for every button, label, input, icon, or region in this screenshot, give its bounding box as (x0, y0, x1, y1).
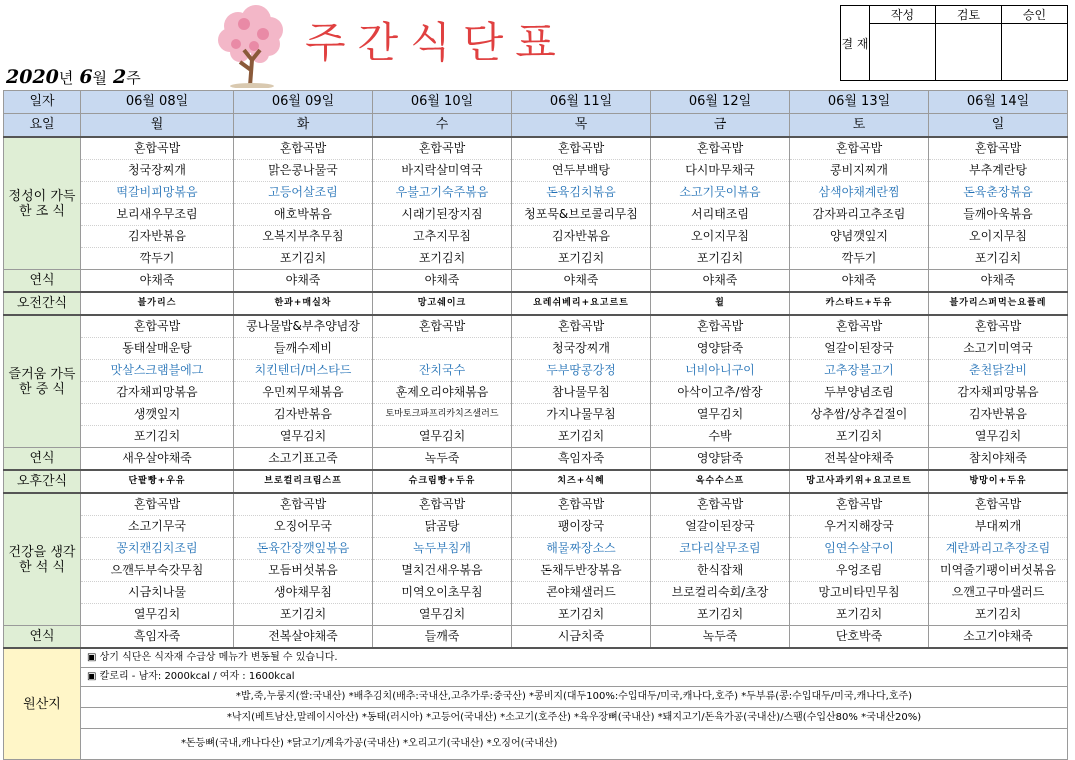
breakfast-dish: 깍두기 (81, 248, 234, 270)
soft-meal-cell: 소고기표고죽 (234, 448, 373, 471)
soft-meal-cell: 야채죽 (929, 270, 1068, 293)
snack-cell: 치즈+식혜 (512, 470, 651, 493)
lunch-dish: 혼합곡밥 (929, 315, 1068, 338)
week-number-suffix: 주 (126, 69, 141, 87)
date-cell: 06월 11일 (512, 91, 651, 114)
approval-sign-review[interactable] (936, 24, 1002, 81)
lunch-dish: 영양닭죽 (651, 338, 790, 360)
table-row (4, 292, 1068, 315)
dinner-dish: 계란꽈리고추장조림 (929, 538, 1068, 560)
table-row (4, 315, 1068, 338)
origin-note: ▣ 상기 식단은 식자재 수급상 메뉴가 변동될 수 있습니다. (81, 648, 1068, 668)
approval-col-review: 검토 (936, 6, 1002, 24)
lunch-dish: 김자반볶음 (234, 404, 373, 426)
lunch-dish: 열무김치 (929, 426, 1068, 448)
table-row (4, 248, 1068, 270)
lunch-dish: 토마토크파프리카치즈샐러드 (373, 404, 512, 426)
breakfast-dish: 연두부백탕 (512, 160, 651, 182)
lunch-dish: 소고기미역국 (929, 338, 1068, 360)
label-dinner: 건강을 생각한 석 식 (4, 493, 81, 626)
snack-cell: 블가리스 (81, 292, 234, 315)
table-row (4, 160, 1068, 182)
lunch-dish: 감자채피망볶음 (81, 382, 234, 404)
breakfast-dish: 고추지무침 (373, 226, 512, 248)
lunch-dish: 우민찌무채볶음 (234, 382, 373, 404)
table-row (4, 91, 1068, 114)
snack-cell: 망고사과키위+요고르트 (790, 470, 929, 493)
dinner-dish: 한식잡채 (651, 560, 790, 582)
lunch-dish (373, 338, 512, 360)
breakfast-dish: 시래기된장지짐 (373, 204, 512, 226)
lunch-dish: 혼합곡밥 (651, 315, 790, 338)
dinner-dish: 열무김치 (81, 604, 234, 626)
table-row (4, 226, 1068, 248)
breakfast-dish: 돈육춘장볶음 (929, 182, 1068, 204)
dinner-dish: 미역오이초무침 (373, 582, 512, 604)
approval-sign-approve[interactable] (1002, 24, 1068, 81)
soft-meal-cell: 야채죽 (234, 270, 373, 293)
table-row (4, 604, 1068, 626)
table-row (4, 182, 1068, 204)
soft-meal-cell: 흑임자죽 (512, 448, 651, 471)
soft-meal-cell: 새우살야채죽 (81, 448, 234, 471)
breakfast-dish: 깍두기 (790, 248, 929, 270)
lunch-dish: 포기김치 (790, 426, 929, 448)
dinner-dish: 팽이장국 (512, 516, 651, 538)
approval-label: 결 재 (841, 6, 870, 81)
breakfast-dish: 김자반볶음 (512, 226, 651, 248)
breakfast-dish: 맑은콩나물국 (234, 160, 373, 182)
breakfast-dish: 포기김치 (512, 248, 651, 270)
table-row (4, 668, 1068, 687)
lunch-dish: 참나물무침 (512, 382, 651, 404)
breakfast-dish: 서리태조림 (651, 204, 790, 226)
dinner-dish: 코다리살무조림 (651, 538, 790, 560)
origin-note: ▣ 칼로리 - 남자: 2000kcal / 여자 : 1600kcal (81, 668, 1068, 687)
lunch-dish: 포기김치 (512, 426, 651, 448)
dinner-dish: 소고기무국 (81, 516, 234, 538)
dinner-dish: 혼합곡밥 (929, 493, 1068, 516)
breakfast-dish: 혼합곡밥 (651, 137, 790, 160)
dinner-dish: 돈채두반장볶음 (512, 560, 651, 582)
breakfast-dish: 양념깻잎지 (790, 226, 929, 248)
table-row (4, 729, 1068, 760)
dinner-dish: 포기김치 (234, 604, 373, 626)
lunch-dish: 생깻잎지 (81, 404, 234, 426)
breakfast-dish: 혼합곡밥 (929, 137, 1068, 160)
table-row (4, 626, 1068, 649)
table-row (4, 426, 1068, 448)
label-date: 일자 (4, 91, 81, 114)
dinner-dish: 혼합곡밥 (790, 493, 929, 516)
lunch-dish: 열무김치 (234, 426, 373, 448)
lunch-dish: 들깨수제비 (234, 338, 373, 360)
breakfast-dish: 애호박볶음 (234, 204, 373, 226)
breakfast-dish: 부추계란탕 (929, 160, 1068, 182)
dinner-dish: 돈육간장깻잎볶음 (234, 538, 373, 560)
date-cell: 06월 08일 (81, 91, 234, 114)
day-cell: 수 (373, 114, 512, 138)
table-row (4, 204, 1068, 226)
day-cell: 화 (234, 114, 373, 138)
table-row (4, 560, 1068, 582)
week-month-suffix: 월 (92, 69, 108, 87)
label-lunch: 즐거움 가득한 중 식 (4, 315, 81, 448)
table-row (4, 687, 1068, 708)
date-cell: 06월 13일 (790, 91, 929, 114)
dinner-dish: 오징어무국 (234, 516, 373, 538)
breakfast-dish: 포기김치 (373, 248, 512, 270)
dinner-dish: 모듬버섯볶음 (234, 560, 373, 582)
week-number: 2 (112, 66, 127, 88)
dinner-dish: 꽁치캔김치조림 (81, 538, 234, 560)
lunch-dish: 혼합곡밥 (512, 315, 651, 338)
breakfast-dish: 포기김치 (929, 248, 1068, 270)
table-row (4, 114, 1068, 138)
breakfast-dish: 혼합곡밥 (512, 137, 651, 160)
lunch-dish: 청국장찌개 (512, 338, 651, 360)
table-row (4, 708, 1068, 729)
dinner-dish: 녹두부침개 (373, 538, 512, 560)
soft-meal-cell: 녹두죽 (651, 626, 790, 649)
table-row (4, 382, 1068, 404)
date-cell: 06월 14일 (929, 91, 1068, 114)
breakfast-dish: 떡갈비피망볶음 (81, 182, 234, 204)
table-row (4, 270, 1068, 293)
dinner-dish: 열무김치 (373, 604, 512, 626)
dinner-dish: 생야채무침 (234, 582, 373, 604)
lunch-dish: 열무김치 (651, 404, 790, 426)
dinner-dish: 포기김치 (790, 604, 929, 626)
breakfast-dish: 콩비지찌개 (790, 160, 929, 182)
approval-col-approve: 승인 (1002, 6, 1068, 24)
breakfast-dish: 오이지무침 (929, 226, 1068, 248)
dinner-dish: 혼합곡밥 (81, 493, 234, 516)
lunch-dish: 혼합곡밥 (790, 315, 929, 338)
dinner-dish: 브로컬리숙회/초장 (651, 582, 790, 604)
label-soft-lunch: 연식 (4, 448, 81, 471)
soft-meal-cell: 야채죽 (512, 270, 651, 293)
table-row (4, 493, 1068, 516)
snack-cell: 망고쉐이크 (373, 292, 512, 315)
breakfast-dish: 혼합곡밥 (81, 137, 234, 160)
breakfast-dish: 감자꽈리고추조림 (790, 204, 929, 226)
week-year-suffix: 년 (58, 69, 74, 87)
dinner-dish: 해물짜장소스 (512, 538, 651, 560)
breakfast-dish: 오복지부추무침 (234, 226, 373, 248)
snack-cell: 단팥빵+우유 (81, 470, 234, 493)
dinner-dish: 혼합곡밥 (373, 493, 512, 516)
lunch-dish: 동태살매운탕 (81, 338, 234, 360)
breakfast-dish: 고등어살조림 (234, 182, 373, 204)
day-cell: 일 (929, 114, 1068, 138)
breakfast-dish: 우불고기숙주볶음 (373, 182, 512, 204)
soft-meal-cell: 야채죽 (651, 270, 790, 293)
dinner-dish: 닭곰탕 (373, 516, 512, 538)
table-row (4, 448, 1068, 471)
origin-note: *낙지(베트남산,말레이시아산) *동태(러시아) *고등어(국내산) *소고기(호주산) *육우장뼈(국내산) *돼지고기/돈육가공(국내산)/스팸(수입산80% *국내산20%) (81, 708, 1068, 729)
dinner-dish: 으깬두부숙갓무침 (81, 560, 234, 582)
soft-meal-cell: 참치야채죽 (929, 448, 1068, 471)
soft-meal-cell: 단호박죽 (790, 626, 929, 649)
soft-meal-cell: 전복살야채죽 (234, 626, 373, 649)
lunch-dish: 감자채피망볶음 (929, 382, 1068, 404)
breakfast-dish: 다시마무채국 (651, 160, 790, 182)
lunch-dish: 아삭이고추/쌈장 (651, 382, 790, 404)
lunch-dish: 콩나물밥&부추양념장 (234, 315, 373, 338)
snack-cell: 카스타드+두유 (790, 292, 929, 315)
lunch-dish: 맛살스크램블에그 (81, 360, 234, 382)
soft-meal-cell: 들깨죽 (373, 626, 512, 649)
lunch-dish: 혼합곡밥 (373, 315, 512, 338)
date-cell: 06월 10일 (373, 91, 512, 114)
dinner-dish: 혼합곡밥 (651, 493, 790, 516)
day-cell: 토 (790, 114, 929, 138)
weekly-menu-table (3, 90, 1068, 760)
label-am_snack: 오전간식 (4, 292, 81, 315)
breakfast-dish: 혼합곡밥 (373, 137, 512, 160)
breakfast-dish: 청포묵&브로콜리무침 (512, 204, 651, 226)
dinner-dish: 혼합곡밥 (512, 493, 651, 516)
soft-meal-cell: 전복살야채죽 (790, 448, 929, 471)
dinner-dish: 얼갈이된장국 (651, 516, 790, 538)
day-cell: 금 (651, 114, 790, 138)
soft-meal-cell: 야채죽 (790, 270, 929, 293)
table-row (4, 538, 1068, 560)
lunch-dish: 춘천닭갈비 (929, 360, 1068, 382)
dinner-dish: 임연수살구이 (790, 538, 929, 560)
lunch-dish: 두부땅콩강정 (512, 360, 651, 382)
table-row (4, 516, 1068, 538)
approval-sign-write[interactable] (870, 24, 936, 81)
table-row (4, 582, 1068, 604)
table-row (4, 648, 1068, 668)
dinner-dish: 포기김치 (512, 604, 651, 626)
snack-cell: 방망이+두유 (929, 470, 1068, 493)
snack-cell: 요레쉬베리+요고르트 (512, 292, 651, 315)
table-row (4, 137, 1068, 160)
breakfast-dish: 오이지무침 (651, 226, 790, 248)
lunch-dish: 포기김치 (81, 426, 234, 448)
lunch-dish: 치킨텐더/머스타드 (234, 360, 373, 382)
snack-cell: 슈크림빵+두유 (373, 470, 512, 493)
table-row (4, 360, 1068, 382)
breakfast-dish: 보리새우무조림 (81, 204, 234, 226)
lunch-dish: 상추쌈/상추겉절이 (790, 404, 929, 426)
dinner-dish: 멸치건새우볶음 (373, 560, 512, 582)
lunch-dish: 열무김치 (373, 426, 512, 448)
dinner-dish: 포기김치 (651, 604, 790, 626)
cherry-blossom-tree-icon (208, 4, 294, 88)
soft-meal-cell: 영양닭죽 (651, 448, 790, 471)
dinner-dish: 콘야채샐러드 (512, 582, 651, 604)
breakfast-dish: 바지락살미역국 (373, 160, 512, 182)
lunch-dish: 수박 (651, 426, 790, 448)
dinner-dish: 망고비타민무침 (790, 582, 929, 604)
snack-cell: 옥수수스프 (651, 470, 790, 493)
lunch-dish: 잔치국수 (373, 360, 512, 382)
breakfast-dish: 청국장찌개 (81, 160, 234, 182)
table-row (4, 470, 1068, 493)
soft-meal-cell: 흑임자죽 (81, 626, 234, 649)
day-cell: 목 (512, 114, 651, 138)
soft-meal-cell: 녹두죽 (373, 448, 512, 471)
dinner-dish: 혼합곡밥 (234, 493, 373, 516)
day-cell: 월 (81, 114, 234, 138)
breakfast-dish: 혼합곡밥 (234, 137, 373, 160)
breakfast-dish: 포기김치 (651, 248, 790, 270)
approval-box (840, 5, 1068, 81)
snack-cell: 블가리스퍼먹는요플레 (929, 292, 1068, 315)
label-pm_snack: 오후간식 (4, 470, 81, 493)
date-cell: 06월 12일 (651, 91, 790, 114)
snack-cell: 한과+매실차 (234, 292, 373, 315)
lunch-dish: 얼갈이된장국 (790, 338, 929, 360)
breakfast-dish: 혼합곡밥 (790, 137, 929, 160)
lunch-dish: 가지나물무침 (512, 404, 651, 426)
breakfast-dish: 소고기뭇이볶음 (651, 182, 790, 204)
soft-meal-cell: 시금치죽 (512, 626, 651, 649)
origin-note: *돈등뼈(국내,캐나다산) *닭고기/계육가공(국내산) *오리고기(국내산) *오징어(국내산) (81, 729, 1068, 760)
soft-meal-cell: 야채죽 (81, 270, 234, 293)
snack-cell: 윌 (651, 292, 790, 315)
soft-meal-cell: 소고기야채죽 (929, 626, 1068, 649)
dinner-dish: 시금치나물 (81, 582, 234, 604)
approval-col-write: 작성 (870, 6, 936, 24)
breakfast-dish: 김자반볶음 (81, 226, 234, 248)
snack-cell: 브로컬리크림스프 (234, 470, 373, 493)
dinner-dish: 으깬고구마샐러드 (929, 582, 1068, 604)
soft-meal-cell: 야채죽 (373, 270, 512, 293)
breakfast-dish: 삼색야채계란찜 (790, 182, 929, 204)
label-breakfast: 정성이 가득한 조 식 (4, 137, 81, 270)
dinner-dish: 포기김치 (929, 604, 1068, 626)
lunch-dish: 고추장불고기 (790, 360, 929, 382)
dinner-dish: 미역줄기팽이버섯볶음 (929, 560, 1068, 582)
week-label (6, 66, 141, 88)
table-row (4, 404, 1068, 426)
label-soft-dinner: 연식 (4, 626, 81, 649)
label-origin: 원산지 (4, 648, 81, 760)
date-cell: 06월 09일 (234, 91, 373, 114)
lunch-dish: 훈제오리야채볶음 (373, 382, 512, 404)
table-row (4, 338, 1068, 360)
dinner-dish: 부대찌개 (929, 516, 1068, 538)
origin-note: *밥,죽,누룽지(쌀:국내산) *배추김치(배추:국내산,고추가루:중국산) *콩비지(대두100%:수입대두/미국,캐나다,호주) *두부류(콩:수입대두/미국,캐나다,호주) (81, 687, 1068, 708)
breakfast-dish: 돈육김치볶음 (512, 182, 651, 204)
breakfast-dish: 포기김치 (234, 248, 373, 270)
dinner-dish: 우엉조림 (790, 560, 929, 582)
week-month: 6 (79, 66, 93, 88)
lunch-dish: 혼합곡밥 (81, 315, 234, 338)
label-soft-breakfast: 연식 (4, 270, 81, 293)
page-title: 주간식단표 (305, 18, 568, 67)
lunch-dish: 너비아니구이 (651, 360, 790, 382)
week-year: 2020 (6, 66, 59, 88)
dinner-dish: 우거지해장국 (790, 516, 929, 538)
lunch-dish: 김자반볶음 (929, 404, 1068, 426)
label-day: 요일 (4, 114, 81, 138)
breakfast-dish: 들깨아욱볶음 (929, 204, 1068, 226)
lunch-dish: 두부양념조림 (790, 382, 929, 404)
